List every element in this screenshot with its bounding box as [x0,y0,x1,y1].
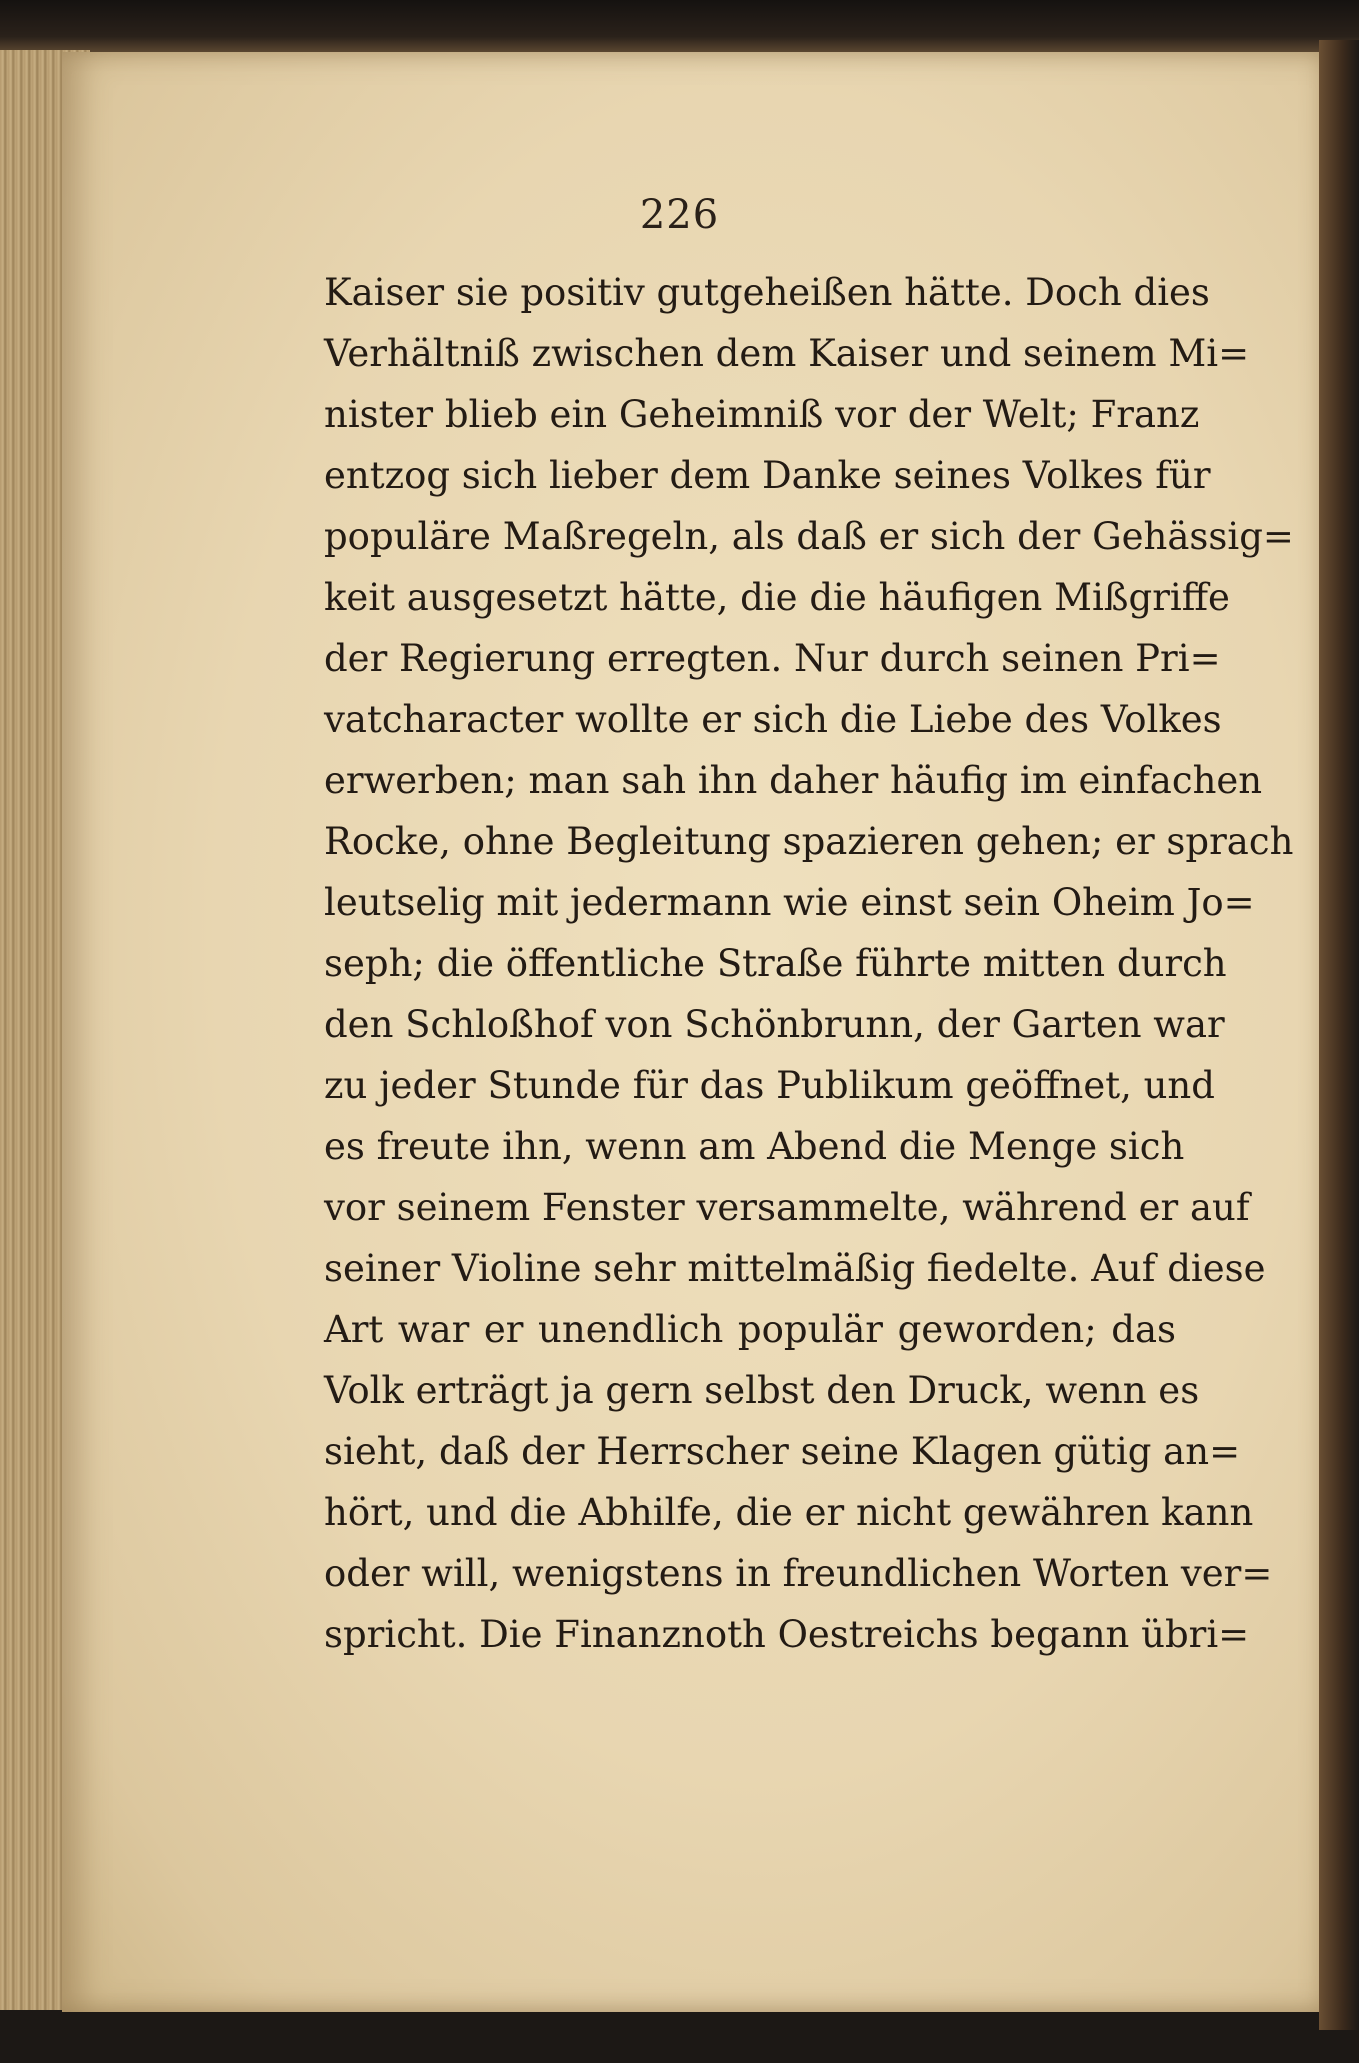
text-line: den Schloßhof von Schönbrunn, der Garten war [324,1003,1225,1046]
text-line: der Regierung erregten. Nur durch seinen Pri= [324,637,1221,680]
text-line: vor seinem Fenster versammelte, während er auf [324,1186,1250,1229]
book-binding-edge [1319,40,1359,2030]
text-line: populäre Maßregeln, als daß er sich der Gehässig= [324,515,1294,558]
text-line: keit ausgesetzt hätte, die die häufigen Mißgriffe [324,576,1230,619]
text-line: es freute ihn, wenn am Abend die Menge sich [324,1125,1185,1168]
text-line: seph; die öffentliche Straße führte mitten durch [324,942,1227,985]
text-line: Verhältniß zwischen dem Kaiser und seinem Mi= [324,332,1250,375]
body-text [324,262,1294,1665]
text-line: sieht, daß der Herrscher seine Klagen gütig an= [324,1430,1241,1473]
text-line: zu jeder Stunde für das Publikum geöffnet, und [324,1064,1215,1107]
page-number: 226 [639,192,720,238]
text-line: erwerben; man sah ihn daher häufig im einfachen [324,759,1263,802]
text-line: Art war er unendlich populär geworden; das [324,1308,1176,1351]
text-line: nister blieb ein Geheimniß vor der Welt; Franz [324,393,1200,436]
text-line: spricht. Die Finanznoth Oestreichs begann übri= [324,1613,1250,1656]
text-line: leutselig mit jedermann wie einst sein Oheim Jo= [324,881,1255,924]
text-line: hört, und die Abhilfe, die er nicht gewähren kann [324,1491,1254,1534]
text-line: Volk erträgt ja gern selbst den Druck, wenn es [324,1369,1200,1412]
text-line: seiner Violine sehr mittelmäßig fiedelte. Auf diese [324,1247,1266,1290]
text-line: Rocke, ohne Begleitung spazieren gehen; er sprach [324,820,1294,863]
text-line: oder will, wenigstens in freundlichen Worten ver= [324,1552,1273,1595]
text-line: Kaiser sie positiv gutgeheißen hätte. Doch dies [324,271,1210,314]
text-line: vatcharacter wollte er sich die Liebe des Volkes [324,698,1222,741]
scan-top-edge [0,0,1359,52]
text-line: entzog sich lieber dem Danke seines Volkes für [324,454,1211,497]
